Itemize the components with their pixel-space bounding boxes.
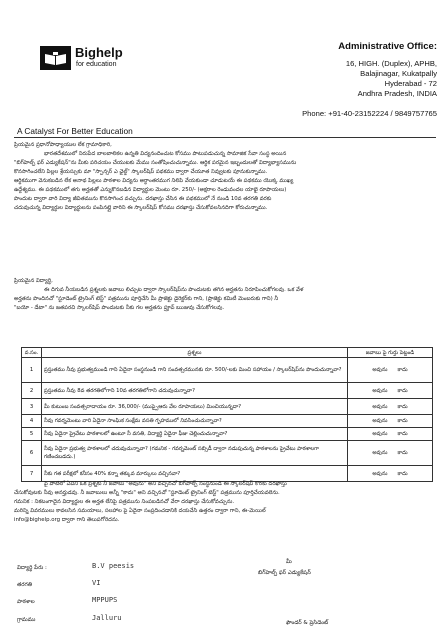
table-row	[22, 358, 433, 383]
table-row	[22, 399, 433, 415]
paragraph-line: పొందుట ద్వారా వారి విద్యా జీవితమును కొనసాగించ వచ్చును. దరఖాస్తు చేసిన ఈ పథకములో నే నుండి 10వ తరగతి వరకు	[14, 196, 272, 202]
answer-yes[interactable]: అవును	[372, 367, 388, 373]
row-question: ప్రస్తుతము నీవు ప్రభుత్వముండి గాని ఏదైనా సంస్థనుండి గాని సంవత్సరమునకు రూ. 500/-లకు మించి సహాయం / స్కాలర్‌షిప్‌ను పొందుచున్నావా?	[42, 358, 348, 383]
answer-cell	[348, 358, 433, 383]
row-question: నీకు గత పరీక్షలో కనీసం 40% కన్నా తక్కువ మార్కులు వచ్చినవా?	[42, 466, 348, 482]
school-value[interactable]: MPPUPS	[92, 596, 118, 604]
row-number: 5	[22, 428, 42, 441]
header-divider	[14, 137, 436, 138]
paragraph-line: ఈ దిగువ నీయబడిన ప్రశ్నలకు జవాబు లిచ్చుట ద్వారా స్కాలర్‌షిప్‌ను పొందుటకు తగిన అర్హతను నిరూపించుకోగలవు. ఒక వేళ	[44, 287, 304, 293]
answer-cell	[348, 415, 433, 428]
footer-notes	[14, 480, 434, 525]
answer-no[interactable]: కాదు	[397, 431, 408, 437]
table-row	[22, 428, 433, 441]
row-number: 4	[22, 415, 42, 428]
book-icon	[44, 51, 67, 66]
signature-from: మీ	[286, 559, 292, 565]
answer-yes[interactable]: అవును	[372, 403, 388, 410]
answer-cell	[348, 441, 433, 466]
answer-no[interactable]: కాదు	[397, 367, 408, 373]
answer-no[interactable]: కాదు	[397, 470, 408, 477]
row-question: ప్రస్తుతము నీవు 8వ తరగతిలోగాని 10వ తరగతిలోగాని చదువుచున్నావా?	[42, 383, 348, 399]
answer-yes[interactable]: అవును	[372, 431, 388, 437]
answer-yes[interactable]: అవును	[372, 387, 388, 394]
answer-no[interactable]: కాదు	[397, 418, 408, 424]
eligibility-table	[21, 347, 433, 482]
answer-cell	[348, 428, 433, 441]
row-number: 6	[22, 441, 42, 466]
header-answer: జవాబు పై గుర్తు పెట్టండి	[348, 348, 433, 358]
row-number: 2	[22, 383, 42, 399]
row-question: నీవు ఏదైనా ప్రైవేటు పాఠశాలలో ఉంటూ నీ వసతి, విద్యార్థి ఏదైనా ఫీజు చెల్లించుచున్నావా?	[42, 428, 348, 441]
class-label: తరగతి	[17, 582, 33, 588]
answer-yes[interactable]: అవును	[372, 418, 388, 424]
paragraph-line: ఉద్దేశ్యము. ఈ పథకములో తగు అర్హతతో ఎన్నుకొనబడిన విద్యార్థుల మెంటు రూ. 250/- (అక్షరాల రెండువందల యాభై రూపాయలు)	[14, 187, 287, 193]
row-number: 7	[22, 466, 42, 482]
answer-no[interactable]: కాదు	[397, 387, 408, 394]
address-line: Balajinagar, Kukatpally	[360, 69, 437, 78]
footer-line: చేసుకోవుటకు నీవు అనర్హుడవు. నీ జవాబులు అన్నీ "కాదు" అని వచ్చినచో "స్టూడెంట్ ట్రైనింగ్ టెస్ట్" పత్రమును పూర్తిచేయవలెను.	[14, 490, 280, 496]
address-line: 16, HIGH. (Duplex), APHB,	[345, 59, 437, 68]
office-title: Administrative Office:	[338, 41, 437, 52]
row-number: 1	[22, 358, 42, 383]
letter-body	[14, 141, 434, 213]
village-value[interactable]: Jalluru	[92, 614, 122, 622]
logo-name: Bighelp	[75, 45, 123, 60]
address-line: Andhra Pradesh, INDIA	[357, 89, 437, 98]
signature-title: ఫౌండర్ & ప్రెసిడెంట్	[286, 620, 329, 626]
table-row	[22, 441, 433, 466]
table-row	[22, 383, 433, 399]
paragraph-line: చదువుచున్న విద్యార్థుల విద్యార్థులను పంపినట్లై వారిని ఈ స్కాలర్‌షిప్ కోసము దరఖాస్తు చేసుకోవలసినదిగా కోరుచున్నాము.	[14, 205, 268, 211]
footer-line: పై వాటిలో ఏవిని ఒక ప్రశ్నకు నీ జవాబు "అవును" అని వచ్చినచో బిగ్‌హెల్ప్ సంస్థనుండి ఈ స్కాలర్‌షిప్ కొరకు దరఖాస్తు	[44, 481, 287, 487]
student-name-label: విద్యార్థి పేరు :	[17, 565, 47, 571]
answer-yes[interactable]: అవును	[372, 450, 388, 456]
student-name-value[interactable]: B.V peesis	[92, 562, 135, 570]
greeting-headmaster: ప్రియమైన ప్రధానోపాధ్యాయుల లేక గ్రామాధికారి,	[14, 142, 112, 148]
answer-yes[interactable]: అవును	[372, 470, 388, 477]
paragraph-line: ఆర్థికముగా వెనుకబడిన లేక అనాథ పిల్లలు పాఠశాల విద్యను అర్ధాంతరముగ నిలిపి వేయకుండా చూడుటయే ఈ పథకము యొక్క ముఖ్య	[14, 178, 294, 184]
row-question: నీవు ఏదైనా ప్రభుత్వ పాఠశాలలో చదువుచున్నావా? (గమనిక - గవర్నమెంట్ సబ్సిడీ ద్వారా నడుపుచున్న పాఠశాలను ప్రైవేటు పాఠశాలగా గణించబడదు.)	[42, 441, 348, 466]
row-question: నీవు గవర్నమెంటు వారి ఏదైనా సాంఘిక సంక్షేమ వసతి గృహములో నివసించుచున్నావా?	[42, 415, 348, 428]
answer-no[interactable]: కాదు	[397, 403, 408, 410]
header-number: వ.సం.	[22, 348, 42, 358]
paragraph-line: "బిగ్‌హెల్ప్ ఫర్ ఎడ్యుకేషన్"ను మీకు పరిచయం చేయుటకు మేము సంతోషించుచున్నాము. ఆర్థిక పరమైన ఇబ్బందులతో విద్యాభ్యాసమును	[14, 160, 297, 166]
office-phone: Phone: +91-40-23152224 / 9849757765	[302, 109, 437, 118]
catalyst-tagline: A Catalyst For Better Education	[17, 126, 133, 136]
paragraph-line: అర్హతను పొందినచో "స్టూడెంట్ ట్రైనింగ్ టెస్ట్" పత్రమును పూర్తిచేసి మీ ప్రాజెక్టు డైరెక్టర్‌కు గాని, (ప్రాజెక్టు కమిటీ మెంబరుకు గాని) నీ	[14, 296, 279, 302]
address-line: Hyderabad - 72	[384, 79, 437, 88]
footer-line: మరిన్ని వివరములు కావలసిన సమయాలు, సలహాల పై ఏదైనా సంప్రదించడానికి దయచేసి ఉత్తరం ద్వారా గాని, ఈ-మెయిల్	[14, 508, 266, 514]
answer-cell	[348, 399, 433, 415]
table-header-row	[22, 348, 433, 358]
class-value[interactable]: VI	[92, 579, 101, 587]
logo-tagline: for education	[76, 61, 117, 68]
paragraph-line: భారతదేశములో నిరుపేద బాలబాలికల ఉన్నతి విద్యనందించుట కోసము పాటుపడుచున్న సామాజిక సేవా సంస్థ అయిన	[44, 151, 287, 157]
signature-org: బిగ్‌హెల్ప్ ఫర్ ఎడ్యుకేషన్	[258, 570, 311, 576]
office-address	[302, 41, 437, 118]
village-label: గ్రామము	[17, 617, 36, 623]
row-number: 3	[22, 399, 42, 415]
row-question: మీ కుటుంబ సంవత్సరాదాయం రూ. 36,000/- (ముప్పైఆరు వేల రూపాయలు) మించియున్నదా?	[42, 399, 348, 415]
paragraph-line: "బయో - డేటా" ను జతపరచి స్కాలర్‌షిప్ పొందుటకు నీకు గల అర్హతను ప్రూవ్ ఋజువు చేసుకోగలవు.	[14, 305, 225, 311]
table-row	[22, 415, 433, 428]
paragraph-line: కొనసాగించలేని పిల్లల శ్రేయస్సుకు మా "స్పాన్సర్ ఎ ఛైల్డ్" స్కాలర్‌షిప్ పథకము ద్వారా చేయూత నివ్వుటకు పూనుకున్నాము.	[14, 169, 268, 175]
answer-cell	[348, 383, 433, 399]
greeting-student: ప్రియమైన విద్యార్థి,	[14, 278, 53, 284]
header-question: ప్రశ్నలు	[42, 348, 348, 358]
student-instructions	[14, 277, 434, 313]
school-label: పాఠశాల	[17, 599, 35, 605]
footer-line: గమనిక : నికటంగాదైన విద్యార్థుల ఈ అర్హత లేనిపై పత్రమును నింపబడినచో వేరా దరఖాస్తు చేసుకోవచ్చును.	[14, 499, 235, 505]
answer-no[interactable]: కాదు	[397, 450, 408, 456]
footer-contact-line: info@bighelp.org ద్వారా గాని తెలుపగోరెదను.	[14, 517, 120, 523]
